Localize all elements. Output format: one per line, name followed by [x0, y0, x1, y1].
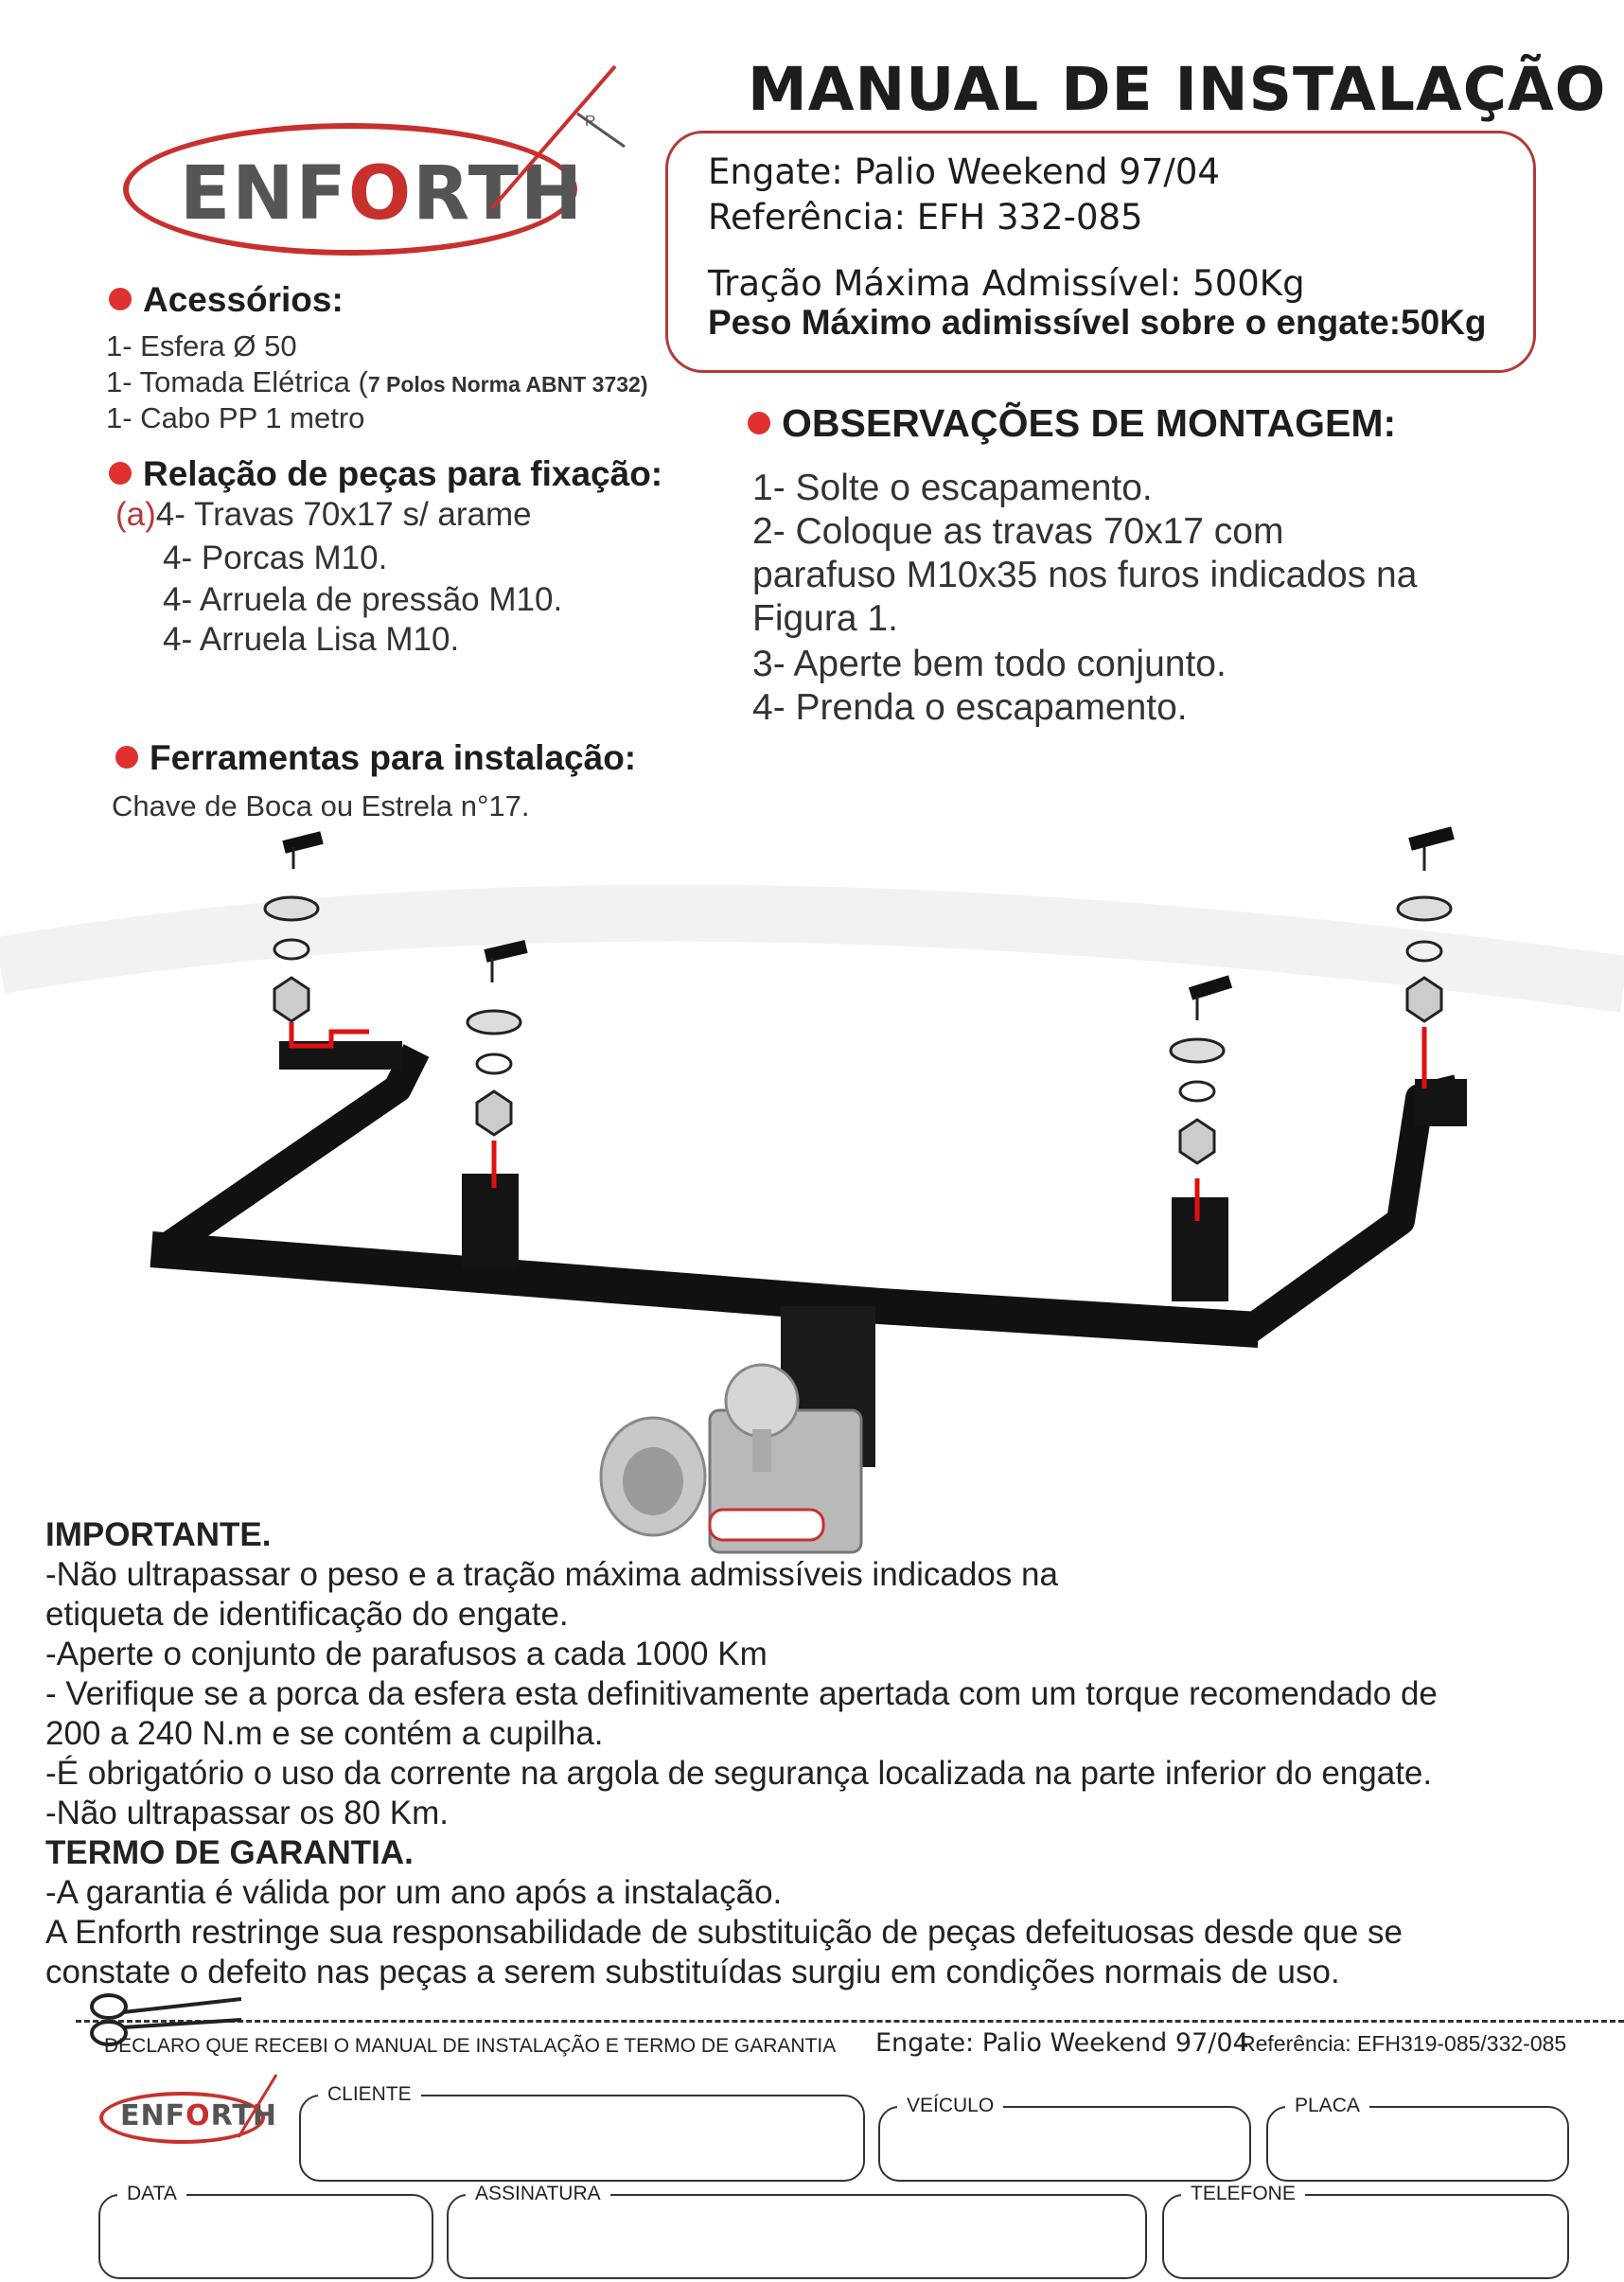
logo-swoosh-icon [237, 2073, 279, 2139]
logo-wordmark: ENFORTH [180, 151, 585, 237]
telefone-label: TELEFONE [1181, 2183, 1305, 2205]
acessorio-item: 1- Esfera Ø 50 [106, 329, 297, 363]
enforth-logo-small [99, 2073, 279, 2158]
bullet-icon [748, 412, 770, 434]
coupon-referencia: Referência: EFH319-085/332-085 [1240, 2031, 1567, 2056]
cut-line [76, 2020, 1624, 2023]
placa-label: PLACA [1285, 2095, 1369, 2117]
bullet-icon [109, 288, 132, 310]
importante-heading: IMPORTANTE. [45, 1516, 272, 1553]
placa-field[interactable] [1266, 2095, 1569, 2182]
coupon-engate: Engate: Palio Weekend 97/04 [875, 2028, 1249, 2058]
veiculo-label: VEÍCULO [897, 2095, 1003, 2117]
pecas-item: 4- Arruela de pressão M10. [163, 581, 563, 618]
importante-line: -Não ultrapassar o peso e a tração máxima admissíveis indicados na [45, 1556, 1058, 1593]
pecas-item: 4- Porcas M10. [163, 540, 388, 576]
assinatura-label: ASSINATURA [466, 2183, 610, 2205]
importante-line: - Verifique se a porca da esfera esta definitivamente apertada com um torque recomendado de [45, 1675, 1438, 1712]
observacao-line: 3- Aperte bem todo conjunto. [752, 644, 1227, 684]
enforth-logo [123, 114, 615, 265]
importante-line: -Aperte o conjunto de parafusos a cada 1000 Km [45, 1636, 768, 1672]
spec-tracao: Tração Máxima Admissível: 500Kg [708, 263, 1305, 304]
pecas-heading: Relação de peças para fixação: [109, 454, 662, 494]
spec-referencia: Referência: EFH 332-085 [708, 197, 1143, 238]
observacao-line: 4- Prenda o escapamento. [752, 687, 1188, 728]
acessorios-heading: Acessórios: [109, 280, 344, 320]
bullet-icon [115, 746, 138, 769]
spec-engate: Engate: Palio Weekend 97/04 [708, 151, 1220, 192]
veiculo-field[interactable] [878, 2095, 1251, 2182]
bullet-icon [109, 462, 132, 485]
logo-swoosh-icon [483, 57, 634, 218]
pecas-item: (a)4- Travas 70x17 s/ arame [115, 496, 532, 533]
garantia-heading: TERMO DE GARANTIA. [45, 1834, 414, 1871]
importante-line: 200 a 240 N.m e se contém a cupilha. [45, 1715, 604, 1752]
spec-peso: Peso Máximo adimissível sobre o engate:50Kg [708, 303, 1487, 342]
observacao-line: 2- Coloque as travas 70x17 com [752, 511, 1284, 552]
importante-line: etiqueta de identificação do engate. [45, 1596, 569, 1633]
coupon-declaro: DECLARO QUE RECEBI O MANUAL DE INSTALAÇÃO E TERMO DE GARANTIA [104, 2035, 837, 2057]
observacao-line: 1- Solte o escapamento. [752, 468, 1153, 508]
importante-line: -Não ultrapassar os 80 Km. [45, 1795, 450, 1831]
assinatura-field[interactable] [447, 2183, 1147, 2279]
acessorio-item: 1- Tomada Elétrica (7 Polos Norma ABNT 3732) [106, 365, 648, 398]
cliente-label: CLIENTE [318, 2083, 421, 2106]
observacao-line: parafuso M10x35 nos furos indicados na [752, 555, 1418, 595]
garantia-line: -A garantia é válida por um ano após a instalação. [45, 1874, 783, 1911]
garantia-line: constate o defeito nas peças a serem substituídas surgiu em condições normais de uso. [45, 1954, 1340, 1990]
data-field[interactable] [98, 2183, 433, 2279]
ferramentas-text: Chave de Boca ou Estrela n°17. [112, 789, 530, 823]
ferramentas-heading: Ferramentas para instalação: [115, 738, 636, 778]
acessorio-item: 1- Cabo PP 1 metro [106, 401, 365, 434]
importante-line: -É obrigatório o uso da corrente na argola de segurança localizada na parte inferior do engate. [45, 1755, 1433, 1792]
page-title: MANUAL DE INSTALAÇÃO [748, 55, 1607, 124]
telefone-field[interactable] [1162, 2183, 1569, 2279]
pecas-item: 4- Arruela Lisa M10. [163, 621, 460, 658]
logo-wordmark: ENFORTH [120, 2099, 277, 2132]
observacoes-heading: OBSERVAÇÕES DE MONTAGEM: [748, 401, 1396, 446]
cliente-field[interactable] [299, 2083, 865, 2182]
garantia-line: A Enforth restringe sua responsabilidade de substituição de peças defeituosas desde que se [45, 1914, 1403, 1951]
data-label: DATA [117, 2183, 186, 2205]
observacao-line: Figura 1. [752, 598, 898, 639]
tow-hitch-illustration [0, 814, 1624, 1571]
registered-mark: R [585, 114, 596, 130]
